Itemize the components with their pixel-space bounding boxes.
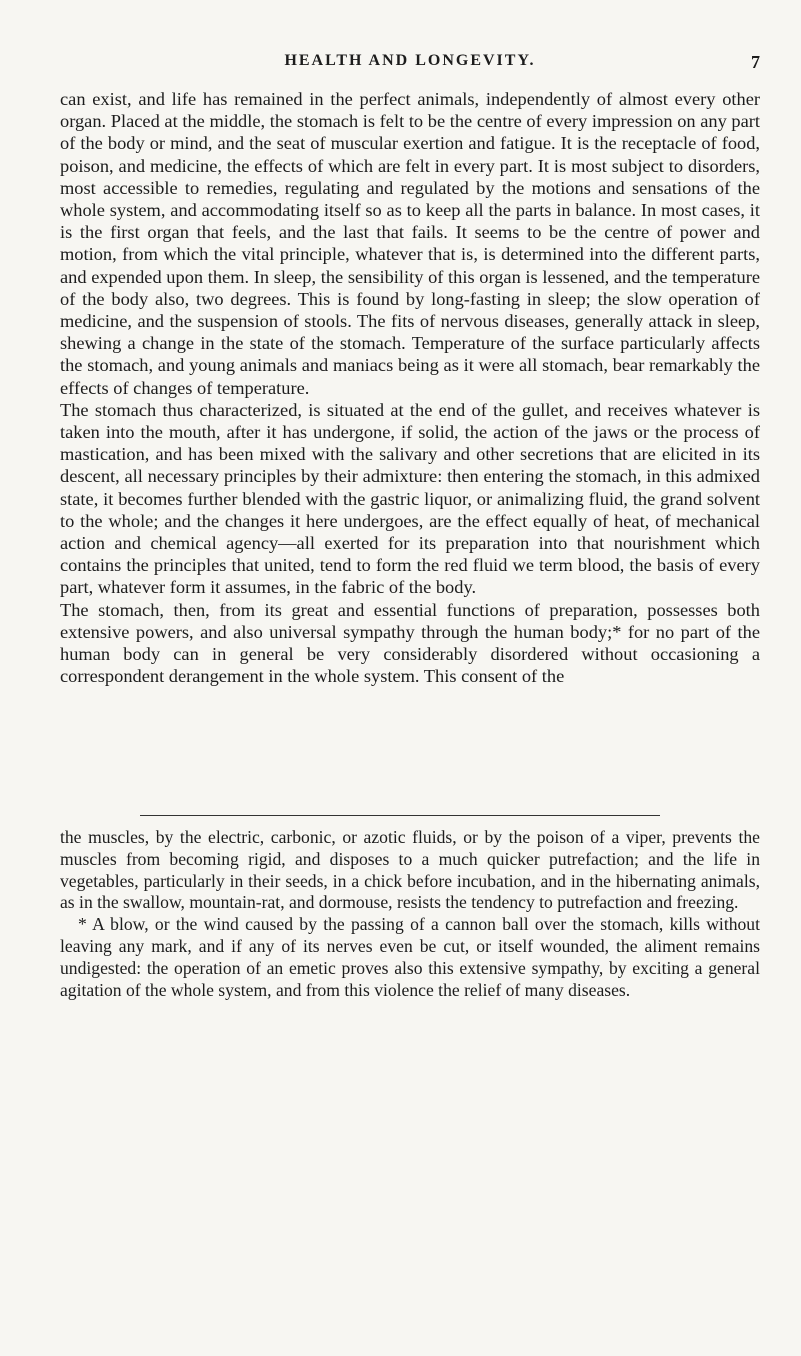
- paragraph: The stomach, then, from its great and essential functions of preparation, possesses both extensive powers, and also universal sympathy through the human body;* for no part of the human body can in general be very considerably disordered without occasioning a correspondent derangement in the whole system. This consent of the: [60, 599, 760, 687]
- footnote: * A blow, or the wind caused by the passing of a cannon ball over the stomach, kills without leaving any mark, and if any of its nerves even be cut, or itself wounded, the aliment remains undigested: the operation of an emetic proves also this extensive sympathy, by exciting a general agitation of the whole system, and from this violence the relief of many diseases.: [60, 914, 760, 1000]
- page-number: 7: [751, 52, 760, 72]
- footnote-divider: [140, 815, 660, 816]
- main-text: [60, 88, 760, 687]
- paragraph: The stomach thus characterized, is situated at the end of the gullet, and receives whatever is taken into the mouth, after it has undergone, if solid, the action of the jaws or the process of mastication, and has been mixed with the salivary and other secretions that are elicited in its descent, all necessary principles by their admixture: then entering the stomach, in this admixed state, it becomes further blended with the gastric liquor, or animalizing fluid, the grand solvent to the whole; and the changes it here undergoes, are the effect equally of heat, of mechanical action and chemical agency—all exerted for its preparation into that nourishment which contains the principles that united, tend to form the red fluid we term blood, the basis of every part, whatever form it assumes, in the fabric of the body.: [60, 399, 760, 598]
- footnotes: [60, 827, 760, 1001]
- paragraph: can exist, and life has remained in the perfect animals, independently of almost every other organ. Placed at the middle, the stomach is felt to be the centre of every impression on any part of the body or mind, and the seat of muscular exertion and fatigue. It is the receptacle of food, poison, and medicine, the effects of which are felt in every part. It is most subject to disorders, most accessible to remedies, regulating and regulated by the motions and sensations of the whole system, and accommodating itself so as to keep all the parts in balance. In most cases, it is the first organ that feels, and the last that fails. It seems to be the centre of power and motion, from which the vital principle, whatever that is, is determined into the different parts, and expended upon them. In sleep, the sensibility of this organ is lessened, and the temperature of the body also, two degrees. This is found by long-fasting in sleep; the slow operation of medicine, and the suspension of stools. The fits of nervous diseases, generally attack in sleep, shewing a change in the state of the stomach. Temperature of the surface particularly affects the stomach, and young animals and maniacs being as it were all stomach, bear remarkably the effects of changes of temperature.: [60, 89, 760, 398]
- footnote-continuation: the muscles, by the electric, carbonic, or azotic fluids, or by the poison of a viper, prevents the muscles from becoming rigid, and disposes to a much quicker putrefaction; and the life in vegetables, particularly in their seeds, in a chick before incubation, and in the hibernating animals, as in the swallow, mountain-rat, and dormouse, resists the tendency to putrefaction and freezing.: [60, 827, 760, 913]
- running-title: HEALTH AND LONGEVITY.: [284, 52, 536, 69]
- page-header: [60, 52, 760, 78]
